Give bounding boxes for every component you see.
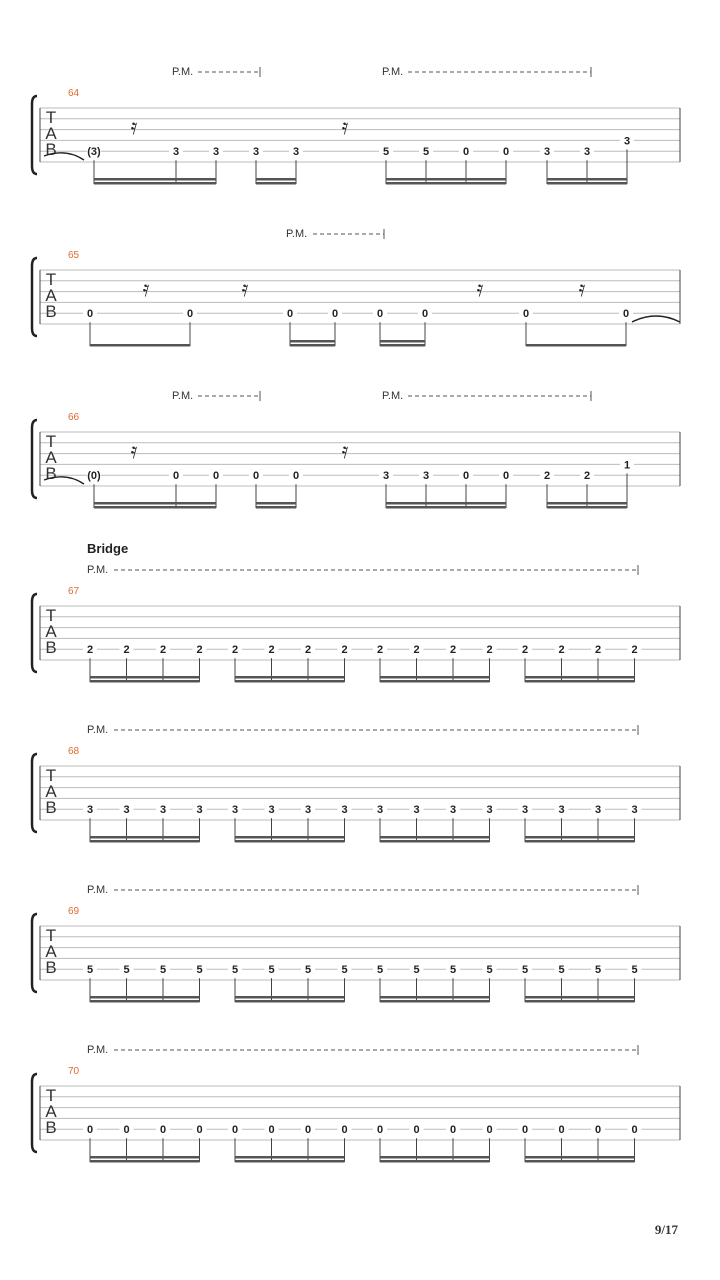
- beam: [256, 502, 296, 505]
- fret-number: 0: [522, 308, 530, 321]
- tab-system: [32, 541, 680, 683]
- fret-number: 0: [558, 1124, 565, 1137]
- systems: [32, 66, 680, 1163]
- palm-mute-label: P.M.: [172, 390, 194, 402]
- tab-system: [32, 228, 680, 347]
- fret-number: 0: [252, 470, 260, 483]
- tab-clef-letter: T: [45, 270, 57, 289]
- fret-number: 2: [594, 644, 602, 657]
- beam: [380, 996, 490, 999]
- fret-number: 3: [196, 804, 203, 817]
- fret-number: 0: [86, 308, 94, 321]
- beam: [290, 340, 335, 343]
- fret-number: 5: [594, 964, 602, 977]
- fret-number: 3: [631, 804, 638, 817]
- fret-number: 0: [502, 470, 510, 483]
- fret-number: 2: [268, 644, 275, 657]
- beam: [380, 840, 490, 843]
- tab-clef-letter: B: [45, 638, 57, 657]
- beam: [380, 340, 425, 343]
- sixteenth-rest: 𝄿: [241, 277, 249, 302]
- tab-clef-letter: B: [45, 1118, 57, 1137]
- fret-number: 3: [304, 804, 312, 817]
- beam: [547, 182, 627, 185]
- sixteenth-rest: 𝄿: [130, 115, 138, 140]
- palm-mute-label: P.M.: [286, 228, 308, 240]
- fret-number: 3: [594, 804, 602, 817]
- fret-number: 0: [172, 470, 180, 483]
- fret-number: 2: [376, 644, 384, 657]
- beam: [547, 502, 627, 505]
- beam: [386, 182, 506, 185]
- beam: [380, 680, 490, 683]
- fret-number: 2: [196, 644, 203, 657]
- beam: [90, 676, 200, 679]
- fret-number: 5: [268, 964, 275, 977]
- beam: [290, 344, 335, 347]
- fret-number: 5: [196, 964, 203, 977]
- fret-number: 3: [123, 804, 130, 817]
- tab-clef-letter: A: [45, 448, 57, 467]
- beam: [90, 1156, 200, 1159]
- fret-number: 5: [413, 964, 420, 977]
- beam: [525, 1156, 635, 1159]
- fret-number: (3): [87, 146, 101, 159]
- beam: [525, 1160, 635, 1163]
- beam: [94, 182, 216, 185]
- fret-number: 0: [123, 1124, 130, 1137]
- tab-system: [32, 390, 680, 509]
- fret-number: 3: [413, 804, 420, 817]
- fret-number: 0: [186, 308, 194, 321]
- fret-number: 2: [583, 470, 591, 483]
- fret-number: 0: [502, 146, 510, 159]
- beam: [256, 506, 296, 509]
- tab-clef-letter: T: [45, 766, 57, 785]
- fret-number: 0: [622, 308, 630, 321]
- fret-number: 3: [521, 804, 529, 817]
- fret-number: 3: [341, 804, 348, 817]
- fret-number: 2: [413, 644, 420, 657]
- fret-number: 3: [212, 146, 220, 159]
- page-number: 9/17: [654, 1222, 678, 1237]
- beam: [94, 178, 216, 181]
- sixteenth-rest: 𝄿: [476, 277, 484, 302]
- tab-clef-letter: T: [45, 606, 57, 625]
- palm-mute-label: P.M.: [382, 66, 404, 78]
- fret-number: 0: [286, 308, 294, 321]
- sixteenth-rest: 𝄿: [341, 115, 349, 140]
- fret-number: 5: [231, 964, 239, 977]
- tab-system: [32, 66, 680, 185]
- sixteenth-rest: 𝄿: [142, 277, 150, 302]
- beam: [94, 502, 216, 505]
- beam: [256, 178, 296, 181]
- fret-number: 3: [376, 804, 384, 817]
- beam: [235, 680, 345, 683]
- sixteenth-rest: 𝄿: [578, 277, 586, 302]
- fret-number: 5: [422, 146, 430, 159]
- beam: [547, 506, 627, 509]
- fret-number: 0: [196, 1124, 203, 1137]
- beam: [380, 1160, 490, 1163]
- fret-number: 0: [631, 1124, 638, 1137]
- fret-number: 5: [486, 964, 493, 977]
- beam: [90, 1000, 200, 1003]
- measure-number: 70: [68, 1066, 80, 1077]
- tie-out: [632, 316, 680, 322]
- tab-system: [32, 884, 680, 1003]
- fret-number: 2: [631, 644, 638, 657]
- beam: [525, 680, 635, 683]
- fret-number: 2: [341, 644, 348, 657]
- system-bracket: [32, 914, 37, 992]
- tab-clef-letter: B: [45, 798, 57, 817]
- tab-clef-letter: A: [45, 622, 57, 641]
- beam: [90, 840, 200, 843]
- fret-number: 0: [486, 1124, 493, 1137]
- fret-number: 5: [86, 964, 94, 977]
- fret-number: 3: [172, 146, 180, 159]
- tab-clef-letter: B: [45, 958, 57, 977]
- tab-system: [32, 1044, 680, 1163]
- tab-clef-letter: A: [45, 942, 57, 961]
- fret-number: 0: [421, 308, 429, 321]
- fret-number: 0: [462, 146, 470, 159]
- fret-number: (0): [87, 470, 101, 483]
- fret-number: 5: [558, 964, 565, 977]
- beam: [547, 178, 627, 181]
- fret-number: 3: [86, 804, 94, 817]
- sixteenth-rest: 𝄿: [130, 439, 138, 464]
- beam: [526, 344, 626, 347]
- beam: [235, 840, 345, 843]
- fret-number: 0: [376, 308, 384, 321]
- beam: [235, 676, 345, 679]
- measure-number: 69: [68, 906, 80, 917]
- fret-number: 3: [268, 804, 275, 817]
- tab-clef-letter: T: [45, 1086, 57, 1105]
- beam: [525, 840, 635, 843]
- fret-number: 5: [341, 964, 348, 977]
- fret-number: 5: [631, 964, 638, 977]
- fret-number: 0: [413, 1124, 420, 1137]
- beam: [380, 676, 490, 679]
- fret-number: 0: [341, 1124, 348, 1137]
- fret-number: 0: [594, 1124, 602, 1137]
- beam: [525, 836, 635, 839]
- palm-mute-label: P.M.: [87, 724, 109, 736]
- fret-number: 2: [449, 644, 457, 657]
- fret-number: 0: [521, 1124, 529, 1137]
- tab-clef-letter: A: [45, 782, 57, 801]
- fret-number: 2: [543, 470, 551, 483]
- beam: [380, 344, 425, 347]
- palm-mute-label: P.M.: [87, 884, 109, 896]
- fret-number: 5: [159, 964, 167, 977]
- sixteenth-rest: 𝄿: [341, 439, 349, 464]
- tab-system: [32, 724, 680, 843]
- fret-number: 3: [486, 804, 493, 817]
- fret-number: 5: [123, 964, 130, 977]
- measure-number: 66: [68, 412, 80, 423]
- measure-number: 68: [68, 746, 80, 757]
- measure-number: 65: [68, 250, 80, 261]
- measure-number: 64: [68, 88, 80, 99]
- beam: [235, 836, 345, 839]
- system-bracket: [32, 754, 37, 832]
- palm-mute-label: P.M.: [382, 390, 404, 402]
- beam: [235, 996, 345, 999]
- beam: [235, 1000, 345, 1003]
- beam: [94, 506, 216, 509]
- tab-clef-letter: T: [45, 108, 57, 127]
- tab-clef-letter: B: [45, 302, 57, 321]
- fret-number: 3: [252, 146, 260, 159]
- fret-number: 2: [86, 644, 94, 657]
- beam: [90, 996, 200, 999]
- beam: [380, 1000, 490, 1003]
- system-bracket: [32, 1074, 37, 1152]
- fret-number: 5: [376, 964, 384, 977]
- palm-mute-label: P.M.: [87, 564, 109, 576]
- fret-number: 2: [486, 644, 493, 657]
- fret-number: 0: [268, 1124, 275, 1137]
- fret-number: 3: [422, 470, 430, 483]
- fret-number: 0: [304, 1124, 312, 1137]
- fret-number: 3: [159, 804, 167, 817]
- tab-clef-letter: A: [45, 286, 57, 305]
- fret-number: 0: [376, 1124, 384, 1137]
- fret-number: 5: [304, 964, 312, 977]
- beam: [90, 836, 200, 839]
- tab-clef-letter: A: [45, 1102, 57, 1121]
- fret-number: 3: [583, 146, 591, 159]
- section-title: Bridge: [87, 541, 129, 556]
- fret-number: 2: [558, 644, 565, 657]
- beam: [90, 1160, 200, 1163]
- fret-number: 2: [231, 644, 239, 657]
- fret-number: 0: [231, 1124, 239, 1137]
- fret-number: 2: [159, 644, 167, 657]
- fret-number: 2: [123, 644, 130, 657]
- fret-number: 1: [623, 459, 631, 472]
- system-bracket: [32, 258, 37, 336]
- beam: [525, 1000, 635, 1003]
- system-bracket: [32, 420, 37, 498]
- beam: [256, 182, 296, 185]
- fret-number: 3: [558, 804, 565, 817]
- beam: [525, 676, 635, 679]
- tab-clef-letter: T: [45, 432, 57, 451]
- fret-number: 3: [231, 804, 239, 817]
- palm-mute-label: P.M.: [87, 1044, 109, 1056]
- beam: [380, 836, 490, 839]
- fret-number: 0: [449, 1124, 457, 1137]
- beam: [235, 1156, 345, 1159]
- fret-number: 0: [159, 1124, 167, 1137]
- beam: [386, 506, 506, 509]
- fret-number: 0: [86, 1124, 94, 1137]
- fret-number: 0: [212, 470, 220, 483]
- fret-number: 3: [292, 146, 300, 159]
- beam: [386, 502, 506, 505]
- beam: [380, 1156, 490, 1159]
- measure-number: 67: [68, 586, 80, 597]
- beam: [90, 344, 190, 347]
- fret-number: 0: [462, 470, 470, 483]
- beam: [90, 680, 200, 683]
- fret-number: 3: [449, 804, 457, 817]
- system-bracket: [32, 594, 37, 672]
- beam: [386, 178, 506, 181]
- fret-number: 2: [304, 644, 312, 657]
- tab-clef-letter: B: [45, 464, 57, 483]
- beam: [525, 996, 635, 999]
- fret-number: 3: [382, 470, 390, 483]
- palm-mute-label: P.M.: [172, 66, 194, 78]
- fret-number: 3: [543, 146, 551, 159]
- fret-number: 0: [292, 470, 300, 483]
- fret-number: 3: [623, 135, 631, 148]
- system-bracket: [32, 96, 37, 174]
- tab-clef-letter: A: [45, 124, 57, 143]
- fret-number: 5: [521, 964, 529, 977]
- beam: [235, 1160, 345, 1163]
- tab-clef-letter: T: [45, 926, 57, 945]
- fret-number: 5: [382, 146, 390, 159]
- fret-number: 2: [521, 644, 529, 657]
- fret-number: 5: [449, 964, 457, 977]
- fret-number: 0: [331, 308, 339, 321]
- tab-clef-letter: B: [45, 140, 57, 159]
